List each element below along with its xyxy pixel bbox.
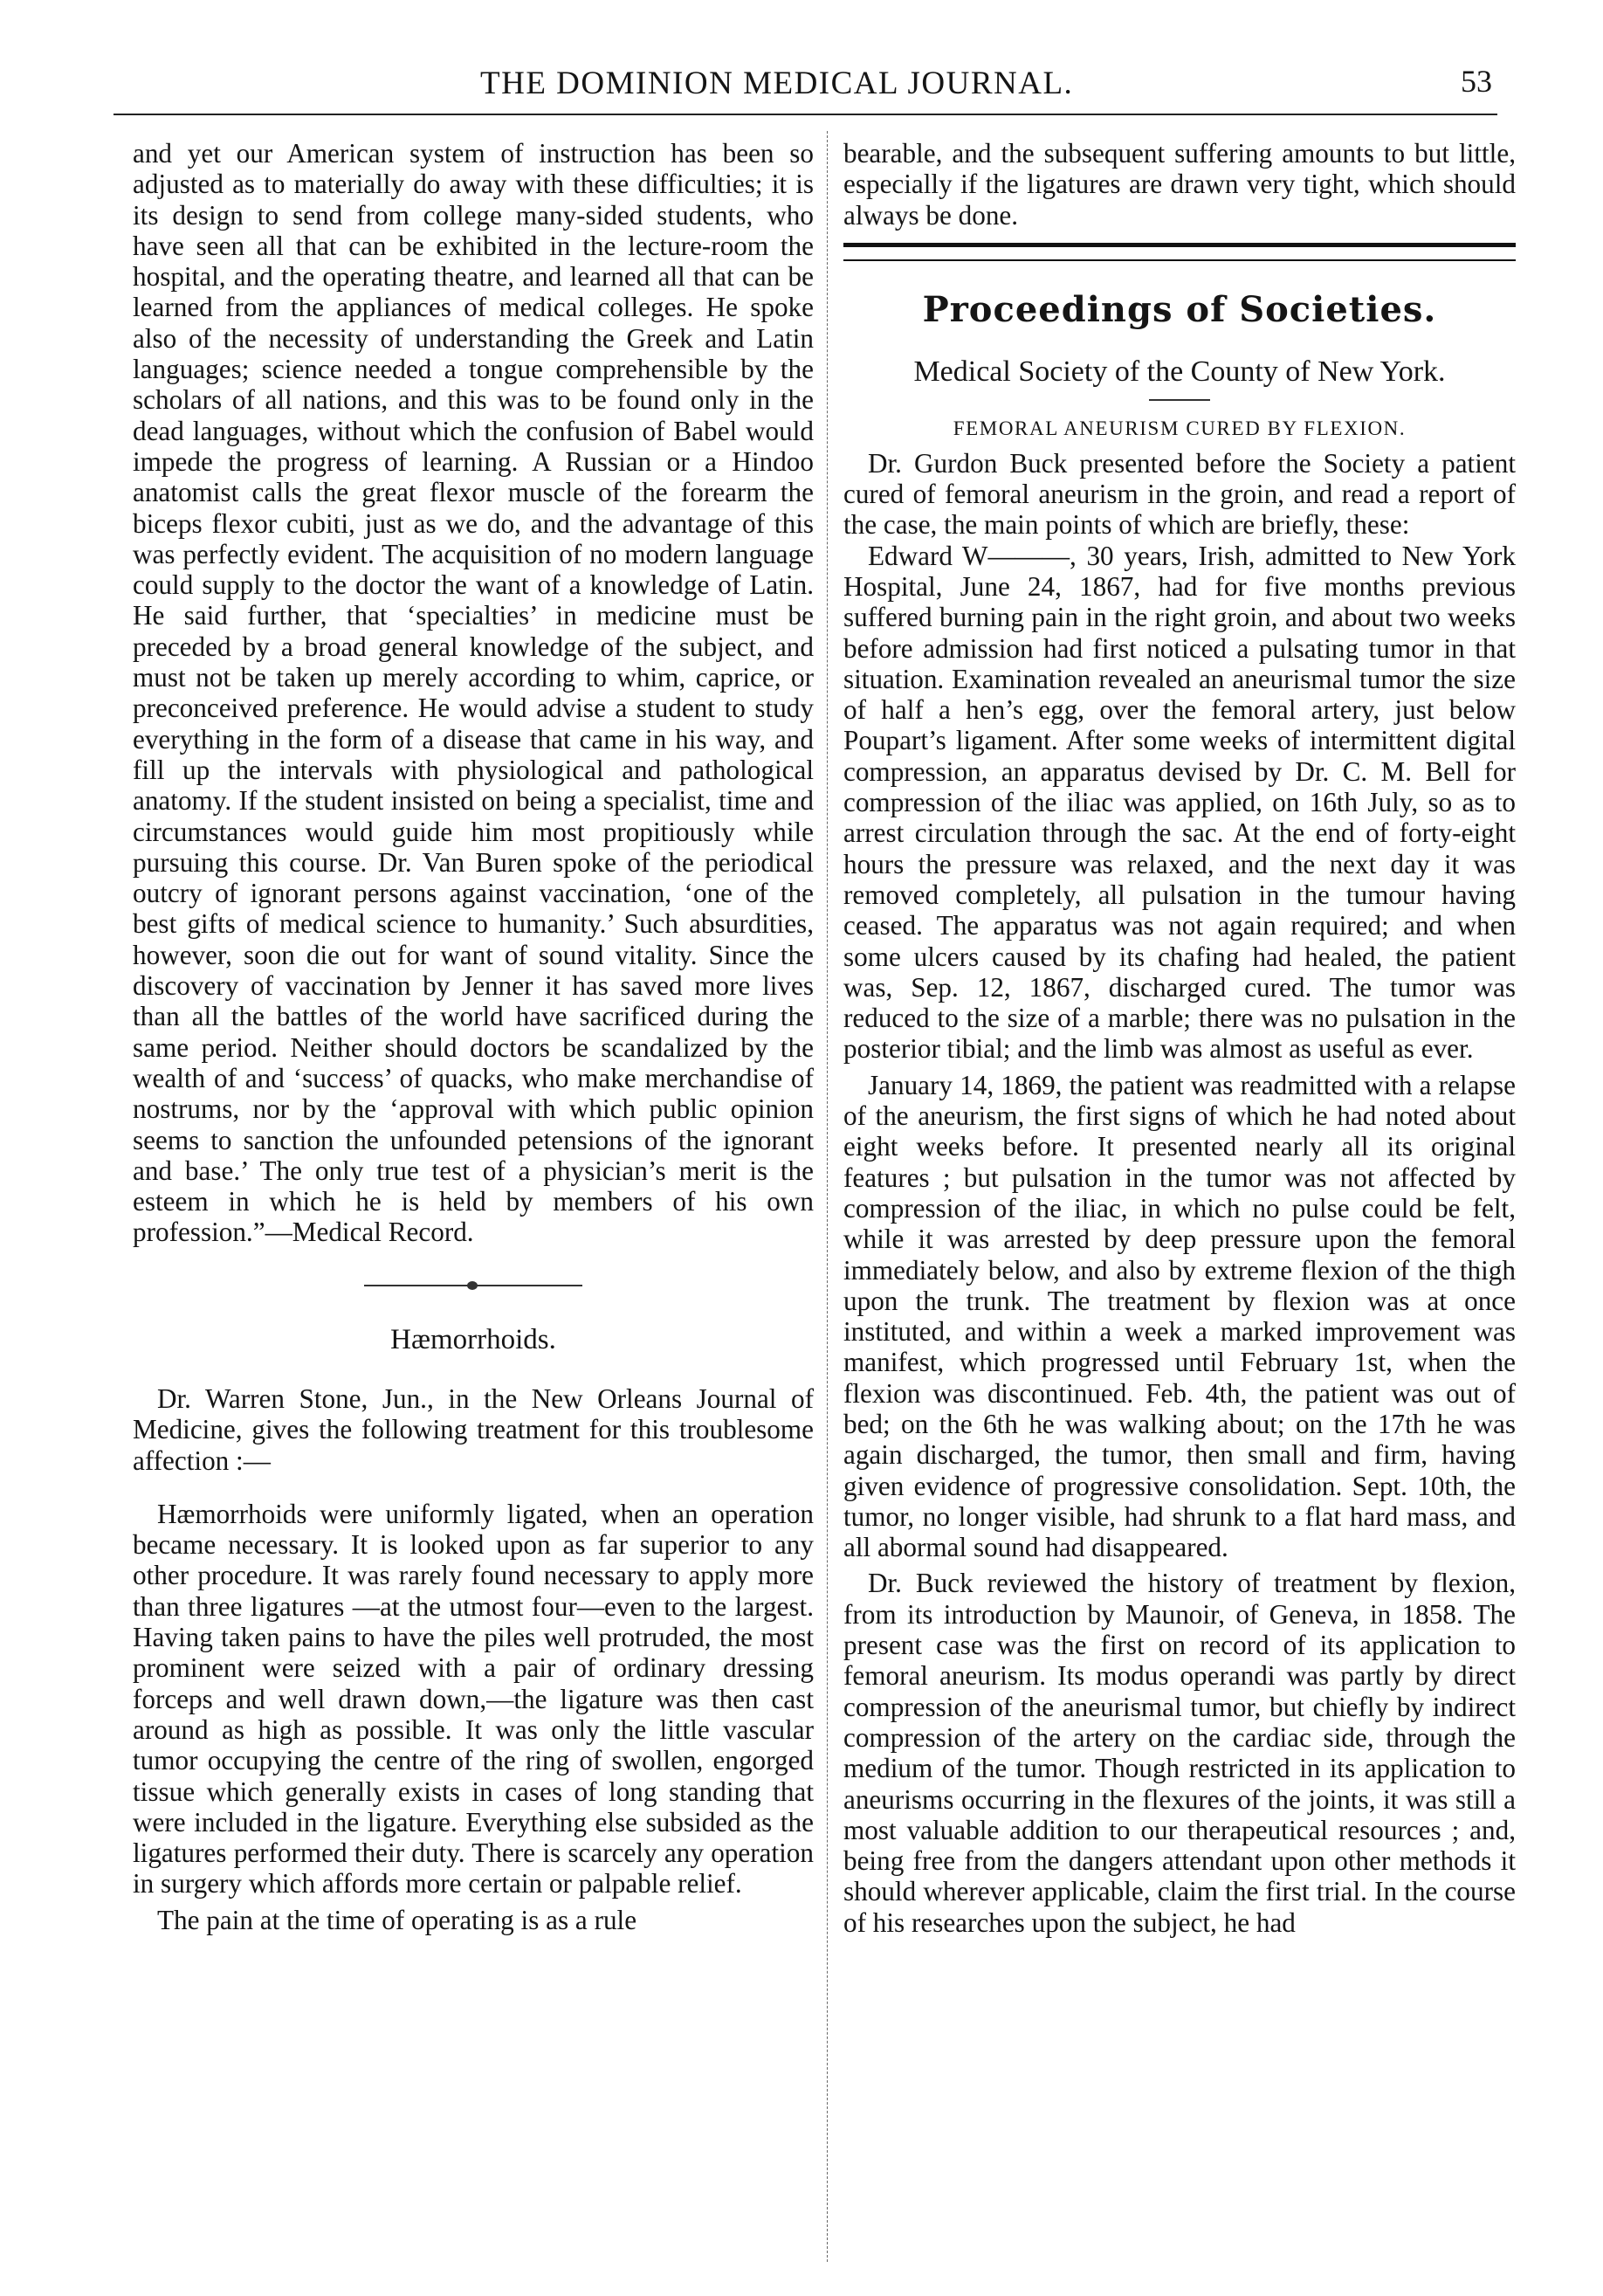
society-title: Medical Society of the County of New York.: [913, 355, 1446, 389]
ornament-dot: [467, 1281, 478, 1290]
journal-title: THE DOMINION MEDICAL JOURNAL.: [480, 66, 1074, 101]
department-rule: [843, 243, 1516, 261]
section-divider-ornament: [364, 1281, 582, 1290]
department-title: Proceedings of Societies.: [922, 288, 1437, 330]
article-subhead: FEMORAL ANEURISM CURED BY FLEXION.: [953, 417, 1407, 440]
paragraph-2: Edward W———, 30 years, Irish, admitted to New York Hospital, June 24, 1867, had for five months previous suffered burning pain in the right groin, and about two weeks before admission had first noticed a pulsating tumor in that situation. Examination revealed an aneurismal tumor the size of half a hen’s egg, over the femoral artery, just below Poupart’s ligament. After some weeks of intermittent digital compression, an apparatus devised by Dr. C. M. Bell for compression of the iliac was applied, on 16th July, so as to arrest circulation through the sac. At the end of forty-eight hours the pressure was relaxed, and the next day it was removed completely, all pulsation in the tumour having ceased. The apparatus was not again required; and when some ulcers caused by its chafing had healed, the patient was, Sep. 12, 1867, discharged cured. The tumor was reduced to the size of a marble; there was no pulsation in the posterior tibial; and the limb was almost as useful as ever.: [843, 540, 1516, 1065]
paragraph-1: Dr. Gurdon Buck presented before the Society a patient cured of femoral aneurism in the groin, and read a report of the case, the main points of which are briefly, these:: [843, 447, 1516, 541]
left-column: [133, 138, 814, 1935]
closing-paragraph: The pain at the time of operating is as a rule: [157, 1904, 637, 1935]
body-paragraph: Hæmorrhoids were uniformly ligated, when an operation became necessary. It is looked upon as far superior to any other procedure. It was rarely found necessary to apply more than three ligatures —at the utmost four—even to the largest. Having taken pains to have the piles well protruded, the most prominent were seized with a pair of ordinary dressing forceps and well drawn down,—the ligature was then cast around as high as possible. It was only the little vascular tumor occupying the centre of the ring of swollen, engorged tissue which generally exists in cases of long standing that were included in the ligature. Everything else subsided as the ligatures performed their duty. There is scarcely any operation in surgery which affords more certain or palpable relief.: [133, 1498, 814, 1900]
continued-paragraph: and yet our American system of instruction has been so adjusted as to materially do away with these difficulties; it is its design to send from college many-sided students, who have seen all that can be exhibited in the lecture-room the hospital, and the operating theatre, and learned all that can be learned from the appliances of medical colleges. He spoke also of the necessity of understanding the Greek and Latin languages; science needed a tongue comprehensible by the scholars of all nations, and this was to be found only in the dead languages, without which the confusion of Babel would impede the progress of learning. A Russian or a Hindoo anatomist calls the great flexor muscle of the forearm the biceps flexor cubiti, just as we do, and the advantage of this was perfectly evident. The acquisition of no modern language could supply to the doctor the want of a knowledge of Latin. He said further, that ‘specialties’ in medicine must be preceded by a broad general knowledge of the subject, and must not be taken up merely according to whim, caprice, or preconceived preference. He would advise a student to study everything in the form of a disease that came in his way, and fill up the intervals with physiological and pathological anatomy. If the student insisted on being a specialist, time and circumstances would guide him most propitiously while pursuing this course. Dr. Van Buren spoke of the periodical outcry of ignorant persons against vaccination, ‘one of the best gifts of medical science to humanity.’ Such absurdities, however, soon die out for want of sound vitality. Since the discovery of vaccination by Jenner it has saved more lives than all the battles of the world have sacrificed during the same period. Neither should doctors be scandalized by the wealth of and ‘success’ of quacks, who make merchandise of nostrums, nor by the ‘approval with which public opinion seems to sanction the unfounded petensions of the ignorant and base.’ The only true test of a physician’s merit is the esteem in which he is held by members of his own profession.”—Medical Record.: [133, 138, 814, 1248]
page-number: 53: [1461, 64, 1492, 99]
right-column: [843, 138, 1516, 1938]
paragraph-4: Dr. Buck reviewed the history of treatment by flexion, from its introduction by Maunoir, of Geneva, in 1858. The present case was the first on record of its application to femoral aneurism. Its modus operandi was partly by direct compression of the aneurismal tumor, but chiefly by indirect compression of the artery on the cardiac side, through the medium of the tumor. Though restricted in its application to aneurisms occurring in the flexures of the joints, it was still a most valuable addition to our therapeutical resources ; and, being free from the dangers attendant upon other methods it should wherever applicable, claim the first trial. In the course of his researches upon the subject, he had: [843, 1568, 1516, 1938]
article-title: Hæmorrhoids.: [390, 1323, 556, 1355]
column-divider: [827, 131, 828, 2262]
short-rule: [1149, 399, 1210, 401]
running-header: [114, 52, 1497, 115]
intro-paragraph: Dr. Warren Stone, Jun., in the New Orleans Journal of Medicine, gives the following treatment for this troublesome affection :—: [133, 1382, 814, 1476]
continued-paragraph: bearable, and the subsequent suffering amounts to but little, especially if the ligatures are drawn very tight, which should always be done.: [843, 138, 1516, 231]
paragraph-3: January 14, 1869, the patient was readmitted with a relapse of the aneurism, the first signs of which he had noted about eight weeks before. It presented nearly all its original features ; but pulsation in the tumor was not affected by compression of the iliac, in which no pulse could be felt, while it was arrested by deep pressure upon the femoral immediately below, and also by extreme flexion of the thigh upon the trunk. The treatment by flexion was at once instituted, and within a week a marked improvement was manifest, which progressed until February 1st, when the flexion was discontinued. Feb. 4th, the patient was out of bed; on the 6th he was walking about; on the 17th he was again discharged, the tumor, then small and firm, having given evidence of progressive consolidation. Sept. 10th, the tumor, no longer visible, had shrunk to a flat hard mass, and all abormal sound had disappeared.: [843, 1069, 1516, 1563]
